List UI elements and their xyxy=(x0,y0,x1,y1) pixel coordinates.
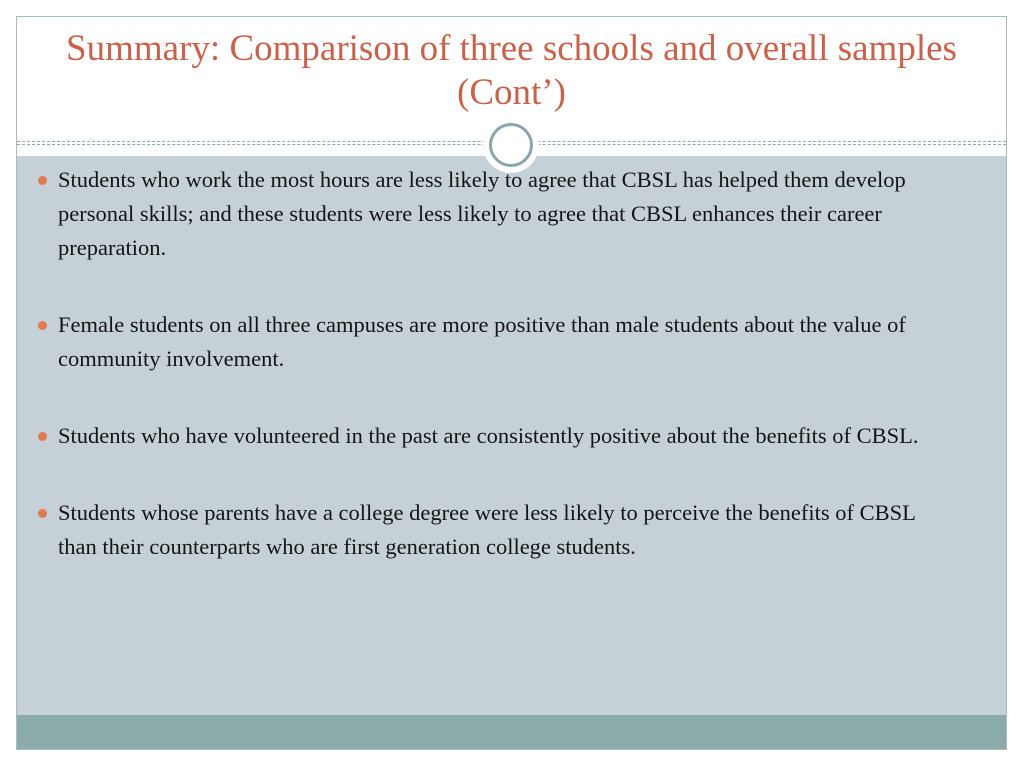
bullet-text: Students who work the most hours are less likely to agree that CBSL has helped them develop personal skills; and these students were less likely to agree that CBSL enhances their career preparation. xyxy=(58,167,906,260)
slide-title: Summary: Comparison of three schools and overall samples (Cont’) xyxy=(66,28,957,113)
bullet-item xyxy=(38,496,938,564)
bullet-dot-icon xyxy=(38,509,47,518)
bullet-text: Students whose parents have a college degree were less likely to perceive the benefits of CBSL than their counterparts who are first generation college students. xyxy=(58,500,916,559)
ring-ornament-inner xyxy=(489,123,533,167)
bullet-dot-icon xyxy=(38,432,47,441)
bullet-list xyxy=(38,163,938,607)
bullet-text: Students who have volunteered in the past are consistently positive about the benefits of CBSL. xyxy=(58,423,919,448)
bullet-item xyxy=(38,163,938,265)
bullet-dot-icon xyxy=(38,176,47,185)
bullet-item xyxy=(38,308,938,376)
bullet-text: Female students on all three campuses are more positive than male students about the value of community involvement. xyxy=(58,312,906,371)
bullet-item xyxy=(38,419,938,453)
footer-bar xyxy=(17,715,1006,750)
bullet-dot-icon xyxy=(38,321,47,330)
